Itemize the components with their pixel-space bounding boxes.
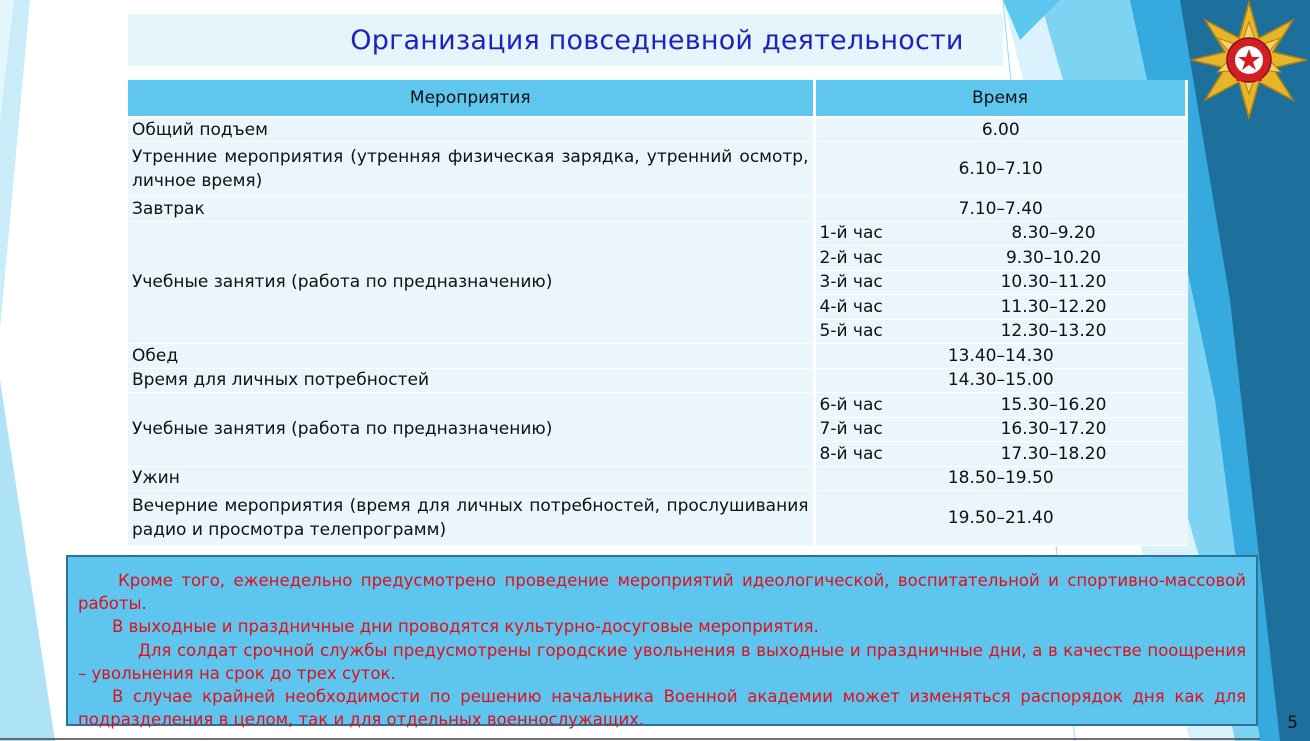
table-row — [128, 368, 1186, 393]
notice-paragraph: В случае крайней необходимости по решению начальника Военной академии может изменяться распорядок дня как для подразделения в целом, так и для отдельных военнослужащих. — [78, 687, 1246, 730]
notice-paragraph: Кроме того, еженедельно предусмотрено проведение мероприятий идеологической, воспитательной и спортивно-массовой работы. — [78, 571, 1246, 614]
time-cell: 7.10–7.40 — [814, 197, 1186, 222]
hour-time: 15.30–16.20 — [921, 393, 1186, 418]
hour-time: 12.30–13.20 — [921, 319, 1186, 344]
time-cell: 13.40–14.30 — [814, 344, 1186, 369]
hour-time: 17.30–18.20 — [921, 442, 1186, 467]
hour-time: 11.30–12.20 — [921, 295, 1186, 320]
notice-paragraph: Для солдат срочной службы предусмотрены городские увольнения в выходные и праздничные дни, а в качестве поощрения – увольнения на срок до трех суток. — [78, 640, 1246, 683]
table-row — [128, 221, 1186, 246]
hour-label: 4-й час — [814, 295, 921, 320]
time-cell: 19.50–21.40 — [814, 491, 1186, 546]
time-cell: 18.50–19.50 — [814, 466, 1186, 491]
hour-time: 16.30–17.20 — [921, 417, 1186, 442]
hour-label: 2-й час — [814, 246, 921, 271]
event-cell: Учебные занятия (работа по предназначению) — [128, 393, 814, 467]
event-cell: Вечерние мероприятия (время для личных потребностей, прослушивания радио и просмотра телепрограмм) — [128, 491, 814, 546]
time-cell: 6.00 — [814, 117, 1186, 142]
hour-time: 9.30–10.20 — [921, 246, 1186, 271]
table-row — [128, 393, 1186, 418]
event-cell: Общий подъем — [128, 117, 814, 142]
event-cell: Время для личных потребностей — [128, 368, 814, 393]
hour-label: 6-й час — [814, 393, 921, 418]
page-number: 5 — [1287, 713, 1298, 733]
left-shard-blue — [0, 380, 55, 741]
table-row — [128, 197, 1186, 222]
hour-label: 8-й час — [814, 442, 921, 467]
event-cell: Утренние мероприятия (утренняя физическая зарядка, утренний осмотр, личное время) — [128, 142, 814, 197]
hour-label: 3-й час — [814, 270, 921, 295]
event-cell: Ужин — [128, 466, 814, 491]
hour-time: 8.30–9.20 — [921, 221, 1186, 246]
table-row — [128, 491, 1186, 546]
hour-time: 10.30–11.20 — [921, 270, 1186, 295]
event-cell: Обед — [128, 344, 814, 369]
table-row — [128, 142, 1186, 197]
table-row — [128, 117, 1186, 142]
hour-label: 1-й час — [814, 221, 921, 246]
notice-box — [66, 555, 1258, 730]
page-title: Организация повседневной деятельности — [350, 24, 964, 56]
hour-label: 7-й час — [814, 417, 921, 442]
time-cell: 14.30–15.00 — [814, 368, 1186, 393]
notice-paragraph: В выходные и праздничные дни проводятся культурно-досуговые мероприятия. — [112, 617, 819, 637]
table-row — [128, 344, 1186, 369]
event-cell: Учебные занятия (работа по предназначению) — [128, 221, 814, 344]
hour-label: 5-й час — [814, 319, 921, 344]
schedule-table — [128, 80, 1188, 546]
time-cell: 6.10–7.10 — [814, 142, 1186, 197]
header-time: Время — [814, 80, 1186, 117]
event-cell: Завтрак — [128, 197, 814, 222]
table-row — [128, 466, 1186, 491]
header-events: Мероприятия — [128, 80, 814, 117]
table-header-row — [128, 80, 1186, 117]
